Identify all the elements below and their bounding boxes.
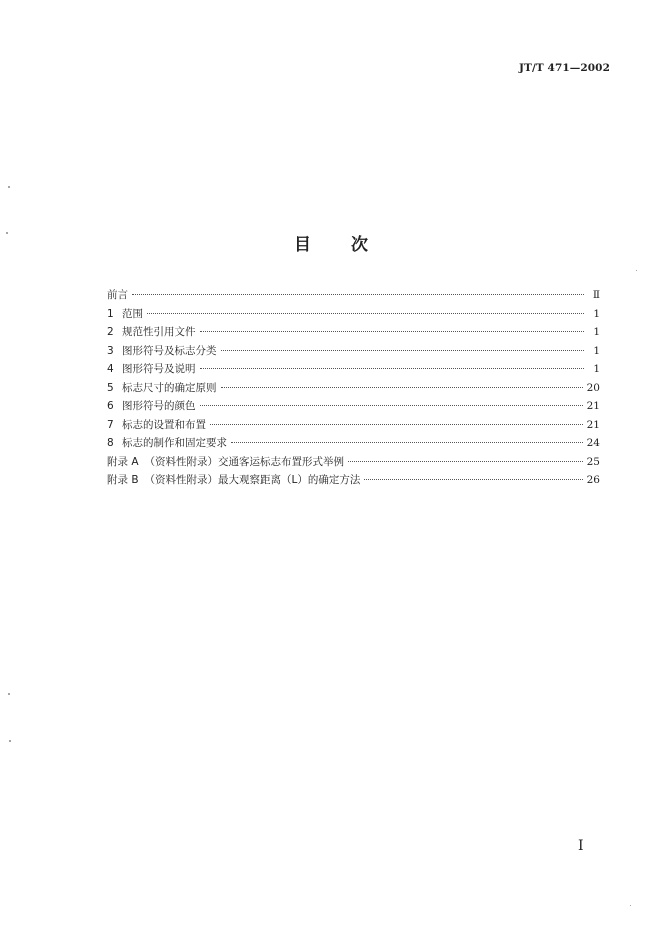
toc-label: 规范性引用文件: [122, 326, 196, 338]
toc-label: 前言: [107, 289, 128, 301]
toc-leader-dots: [221, 350, 585, 351]
table-of-contents: [107, 286, 600, 490]
toc-entry-appendix-a: [107, 453, 600, 472]
toc-page-number: Ⅱ: [592, 289, 600, 301]
toc-number: 1: [107, 307, 114, 320]
toc-label: 图形符号及说明: [122, 363, 196, 375]
toc-leader-dots: [147, 313, 584, 314]
toc-page-number: 1: [593, 307, 600, 320]
scan-speck: [8, 186, 10, 188]
toc-label: （资料性附录）最大观察距离（L）的确定方法: [144, 474, 361, 486]
toc-number: 7: [107, 418, 114, 431]
toc-number: 8: [107, 437, 114, 449]
title-char-2: 次: [350, 235, 368, 255]
toc-leader-dots: [132, 294, 584, 295]
toc-number: 5: [107, 381, 114, 394]
toc-leader-dots: [200, 331, 585, 332]
scan-speck: [630, 905, 631, 906]
scan-speck: [9, 740, 11, 742]
toc-entry-appendix-b: [107, 471, 600, 490]
toc-label: 标志的设置和布置: [122, 418, 206, 431]
toc-page-number: 24: [586, 437, 600, 449]
toc-label: 范围: [122, 307, 143, 320]
toc-leader-dots: [231, 442, 583, 443]
toc-entry-6: [107, 397, 600, 416]
toc-number: 4: [107, 363, 114, 375]
toc-entry-8: [107, 434, 600, 453]
page-folio: Ⅰ: [578, 838, 584, 854]
toc-entry-4: [107, 360, 600, 379]
toc-page-number: 21: [586, 400, 600, 412]
scan-speck: [6, 232, 8, 234]
toc-page-number: 26: [586, 474, 600, 486]
toc-leader-dots: [210, 424, 583, 425]
title-char-1: 目: [294, 235, 312, 255]
toc-label: 标志的制作和固定要求: [122, 437, 227, 449]
toc-page-number: 1: [593, 363, 600, 375]
scan-speck: [8, 693, 10, 695]
toc-entry-1: [107, 305, 600, 324]
toc-leader-dots: [348, 461, 583, 462]
scan-speck: [636, 270, 637, 271]
toc-page-number: 1: [593, 326, 600, 338]
page-title: [0, 230, 662, 255]
toc-leader-dots: [200, 368, 585, 369]
toc-number: 6: [107, 400, 114, 412]
toc-number: 附录 B: [107, 474, 139, 486]
toc-page-number: 25: [586, 455, 600, 468]
toc-entry-7: [107, 416, 600, 435]
standard-number: JT/T 471—2002: [518, 62, 610, 74]
toc-page-number: 21: [586, 418, 600, 431]
toc-label: 图形符号及标志分类: [122, 344, 217, 357]
toc-label: 图形符号的颜色: [122, 400, 196, 412]
toc-leader-dots: [364, 479, 582, 480]
toc-leader-dots: [221, 387, 583, 388]
toc-entry-3: [107, 342, 600, 361]
toc-entry-2: [107, 323, 600, 342]
toc-entry-foreword: [107, 286, 600, 305]
toc-page-number: 1: [593, 344, 600, 357]
toc-leader-dots: [200, 405, 583, 406]
toc-number: 附录 A: [107, 455, 139, 468]
toc-page-number: 20: [586, 381, 600, 394]
toc-label: 标志尺寸的确定原则: [122, 381, 217, 394]
toc-entry-5: [107, 379, 600, 398]
toc-number: 3: [107, 344, 114, 357]
toc-number: 2: [107, 326, 114, 338]
toc-label: （资料性附录）交通客运标志布置形式举例: [144, 455, 345, 468]
